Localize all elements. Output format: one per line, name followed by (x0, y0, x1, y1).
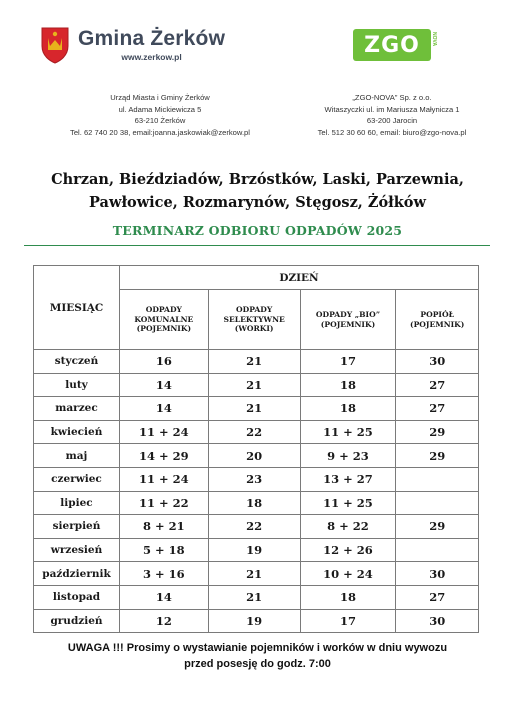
header-line: KOMUNALNE (134, 314, 194, 324)
selektywne-cell: 22 (208, 420, 300, 444)
bio-cell: 10 + 24 (300, 562, 396, 586)
coat-of-arms-icon (40, 26, 70, 64)
column-header-komunalne (120, 290, 209, 350)
header-line: (POJEMNIK) (320, 319, 376, 329)
popiol-cell: 29 (396, 420, 479, 444)
popiol-cell: 30 (396, 562, 479, 586)
header-line: (POJEMNIK) (136, 324, 192, 334)
month-cell: sierpień (34, 515, 120, 539)
table-row (34, 538, 479, 562)
selektywne-cell: 21 (208, 397, 300, 421)
table-row (34, 491, 479, 515)
bio-cell: 11 + 25 (300, 420, 396, 444)
popiol-cell (396, 467, 479, 491)
month-cell: wrzesień (34, 538, 120, 562)
komunalne-cell: 14 (120, 397, 209, 421)
selektywne-cell: 21 (208, 373, 300, 397)
month-cell: grudzień (34, 609, 120, 633)
table-row (34, 585, 479, 609)
page-title (0, 168, 515, 214)
zgo-nova-logo (282, 20, 502, 70)
komunalne-cell: 16 (120, 350, 209, 374)
municipality-column (40, 20, 280, 138)
notice-line: przed posesję do godz. 7:00 (184, 658, 331, 670)
selektywne-cell: 21 (208, 585, 300, 609)
selektywne-cell: 19 (208, 538, 300, 562)
table-row (34, 467, 479, 491)
header-line: ODPADY „BIO” (315, 310, 381, 319)
table-row (34, 609, 479, 633)
selektywne-cell: 21 (208, 562, 300, 586)
selektywne-cell: 23 (208, 467, 300, 491)
notice-line: UWAGA !!! Prosimy o wystawianie pojemników i worków w dniu wywozu (67, 642, 448, 654)
company-column (282, 20, 502, 138)
popiol-cell: 30 (396, 350, 479, 374)
komunalne-cell: 14 + 29 (120, 444, 209, 468)
table-row (34, 397, 479, 421)
collection-schedule-table (33, 265, 479, 633)
selektywne-cell: 18 (208, 491, 300, 515)
header-line: (WORKI) (234, 324, 274, 334)
month-cell: czerwiec (34, 467, 120, 491)
column-header-selektywne (208, 290, 300, 350)
popiol-cell: 29 (396, 444, 479, 468)
komunalne-cell: 14 (120, 585, 209, 609)
title-line: Chrzan, Bieździadów, Brzóstków, Laski, Parzewnia, (51, 171, 464, 188)
komunalne-cell: 11 + 24 (120, 467, 209, 491)
schedule-subtitle: TERMINARZ ODBIORU ODPADÓW 2025 (112, 223, 403, 238)
bio-cell: 17 (300, 350, 396, 374)
schedule-body (34, 350, 479, 633)
table-row (34, 350, 479, 374)
month-column-header: MIESIĄC (34, 266, 120, 350)
month-cell: kwiecień (34, 420, 120, 444)
header-line: ODPADY (236, 305, 273, 315)
table-row (34, 444, 479, 468)
month-cell: październik (34, 562, 120, 586)
bio-cell: 8 + 22 (300, 515, 396, 539)
month-cell: maj (34, 444, 120, 468)
bio-cell: 17 (300, 609, 396, 633)
municipality-address (40, 92, 280, 138)
address-line: 63-210 Żerków (134, 116, 186, 125)
month-cell: styczeń (34, 350, 120, 374)
bio-cell: 13 + 27 (300, 467, 396, 491)
address-line: Tel. 512 30 60 60, email: biuro@zgo-nova.pl (317, 127, 467, 137)
popiol-cell: 27 (396, 373, 479, 397)
month-cell: luty (34, 373, 120, 397)
selektywne-cell: 20 (208, 444, 300, 468)
page-header (0, 0, 515, 137)
komunalne-cell: 11 + 22 (120, 491, 209, 515)
header-line: (POJEMNIK) (409, 319, 465, 329)
month-cell: listopad (34, 585, 120, 609)
header-line: ODPADY (145, 305, 182, 315)
popiol-cell: 27 (396, 585, 479, 609)
table-row (34, 373, 479, 397)
komunalne-cell: 12 (120, 609, 209, 633)
collection-notice (0, 640, 515, 672)
address-line: „ZGO-NOVA” Sp. z o.o. (352, 93, 432, 102)
address-line: Tel. 62 740 20 38, email:joanna.jaskowiak@zerkow.pl (70, 127, 250, 137)
day-group-header: DZIEŃ (120, 266, 479, 290)
selektywne-cell: 22 (208, 515, 300, 539)
company-address (282, 92, 502, 138)
address-line: Urząd Miasta i Gminy Żerków (110, 93, 210, 102)
header-line: POPIÓŁ (420, 310, 454, 319)
komunalne-cell: 3 + 16 (120, 562, 209, 586)
month-cell: marzec (34, 397, 120, 421)
bio-cell: 11 + 25 (300, 491, 396, 515)
gmina-zerkow-logo (40, 20, 280, 70)
selektywne-cell: 21 (208, 350, 300, 374)
column-header-popiol (396, 290, 479, 350)
header-line: SELEKTYWNE (223, 314, 285, 324)
bio-cell: 12 + 26 (300, 538, 396, 562)
table-row (34, 515, 479, 539)
bio-cell: 18 (300, 373, 396, 397)
brand-name: Gmina Żerków (78, 27, 226, 50)
popiol-cell (396, 491, 479, 515)
popiol-cell: 29 (396, 515, 479, 539)
table-row (34, 562, 479, 586)
popiol-cell: 27 (396, 397, 479, 421)
zgo-logo-box (353, 29, 437, 61)
popiol-cell (396, 538, 479, 562)
komunalne-cell: 8 + 21 (120, 515, 209, 539)
column-header-bio (300, 290, 396, 350)
popiol-cell: 30 (396, 609, 479, 633)
address-line: Witaszyczki ul. im Mariusza Małynicza 1 (324, 104, 460, 114)
selektywne-cell: 19 (208, 609, 300, 633)
divider (24, 245, 490, 246)
bio-cell: 18 (300, 585, 396, 609)
address-line: 63-200 Jarocin (366, 116, 418, 125)
komunalne-cell: 14 (120, 373, 209, 397)
zgo-logo-tag: NOVA (431, 32, 437, 47)
address-line: ul. Adama Mickiewicza 5 (118, 104, 202, 114)
bio-cell: 9 + 23 (300, 444, 396, 468)
title-line: Pawłowice, Rozmarynów, Stęgosz, Żółków (89, 194, 426, 211)
zgo-logo-text: ZGO (364, 32, 420, 58)
komunalne-cell: 11 + 24 (120, 420, 209, 444)
table-row (34, 420, 479, 444)
month-cell: lipiec (34, 491, 120, 515)
komunalne-cell: 5 + 18 (120, 538, 209, 562)
bio-cell: 18 (300, 397, 396, 421)
brand-url[interactable]: www.zerkow.pl (121, 52, 182, 62)
